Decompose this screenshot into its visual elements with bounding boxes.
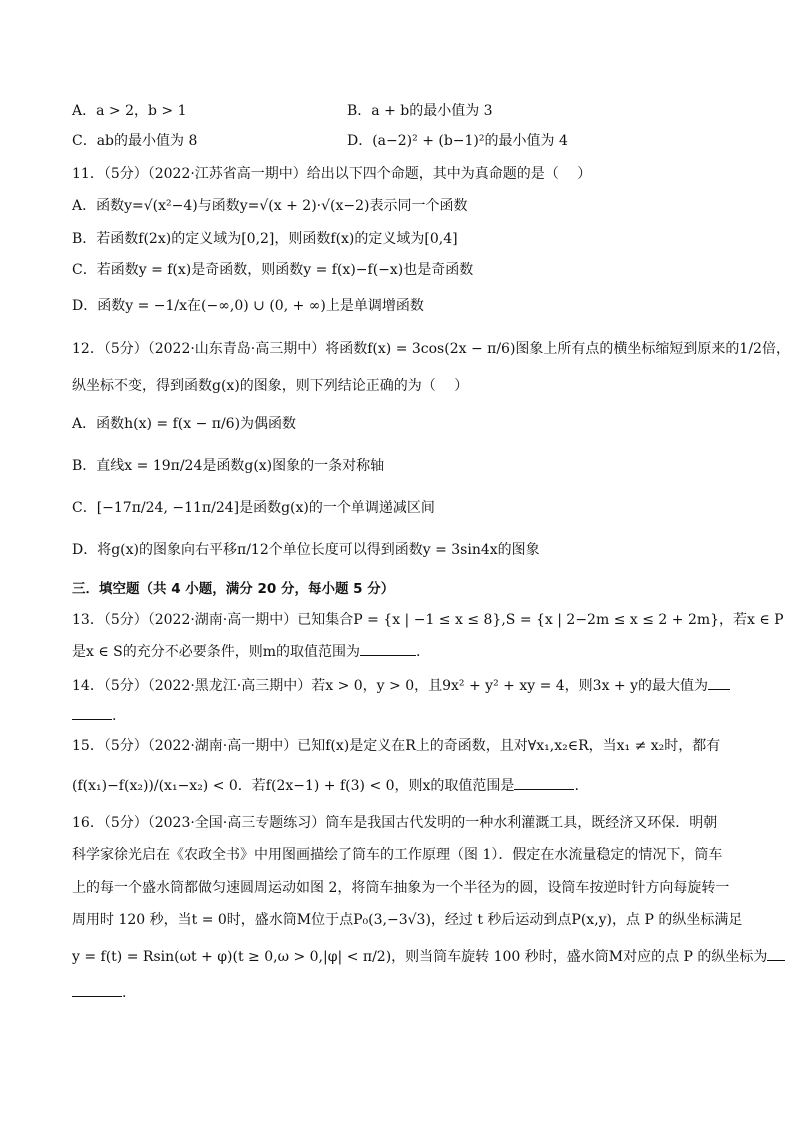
q16-line1: 16．（5分）（2023·全国·高三专题练习）筒车是我国古代发明的一种水利灌溉工具，既经济又环保．明朝 <box>72 815 718 831</box>
q12-option-b: B．直线x = 19π/24是函数g(x)图象的一条对称轴 <box>72 458 385 474</box>
q16-line4: 周用时 120 秒，当t = 0时，盛水筒M位于点P₀(3,−3√3)，经过 t 秒后运动到点P(x,y)，点 P 的纵坐标满足 <box>72 912 743 928</box>
q14-line1-text: 14．（5分）（2022·黑龙江·高三期中）若x > 0，y > 0，且9x² + y² + xy = 4，则3x + y的最大值为 <box>72 678 709 694</box>
q10-option-b: B．a + b的最小值为 3 <box>347 103 493 119</box>
q12-option-d: D．将g(x)的图象向右平移π/12个单位长度可以得到函数y = 3sin4x的图象 <box>72 542 540 558</box>
q11-stem: 11．（5分）（2022·江苏省高一期中）给出以下四个命题，其中为真命题的是（ ） <box>72 166 592 182</box>
q13-line2 <box>72 641 420 662</box>
q12-option-a: A．函数h(x) = f(x − π/6)为偶函数 <box>72 416 297 432</box>
q16-line2: 科学家徐光启在《农政全书》中用图画描绘了筒车的工作原理（图 1）．假定在水流量稳定的情况下，筒车 <box>72 847 723 863</box>
answer-blank[interactable] <box>708 675 730 690</box>
q12-stem-line2: 纵坐标不变，得到函数g(x)的图象，则下列结论正确的为（ ） <box>72 378 469 394</box>
q10-option-a: A．a > 2，b > 1 <box>72 103 187 119</box>
q15-end-mark: . <box>574 778 579 794</box>
answer-blank[interactable] <box>360 641 416 656</box>
q15-line2-text: (f(x₁)−f(x₂))/(x₁−x₂) < 0．若f(2x−1) + f(3) < 0，则x的取值范围是 <box>72 778 515 794</box>
q15-line2 <box>72 775 579 796</box>
q16-line5 <box>72 946 785 967</box>
section-heading-fill-in: 三．填空题（共 4 小题，满分 20 分，每小题 5 分） <box>72 581 395 597</box>
q12-stem-line1: 12．（5分）（2022·山东青岛·高三期中）将函数f(x) = 3cos(2x − π/6)图象上所有点的横坐标缩短到原来的1/2倍， <box>72 341 790 357</box>
answer-blank[interactable] <box>514 775 574 790</box>
q14-line1 <box>72 675 730 696</box>
q16-line6 <box>72 982 126 1003</box>
q11-option-b: B．若函数f(2x)的定义域为[0,2]，则函数f(x)的定义域为[0,4] <box>72 231 458 247</box>
q11-option-a: A．函数y=√(x²−4)与函数y=√(x + 2)·√(x−2)表示同一个函数 <box>72 198 468 214</box>
answer-blank-continued[interactable] <box>72 982 122 997</box>
q16-line3: 上的每一个盛水筒都做匀速圆周运动如图 2，将筒车抽象为一个半径为的圆，设筒车按逆时针方向每旋转一 <box>72 880 730 896</box>
answer-blank[interactable] <box>767 946 785 961</box>
q11-option-d: D．函数y = −1/x在(−∞,0) ∪ (0, + ∞)上是单调增函数 <box>72 298 424 314</box>
q14-end-mark: . <box>112 708 117 724</box>
q13-line1: 13．（5分）（2022·湖南·高一期中）已知集合P = {x | −1 ≤ x ≤ 8},S = {x | 2−2m ≤ x ≤ 2 + 2m}，若x ∈ P <box>72 612 784 628</box>
q12-option-c: C．[−17π/24, −11π/24]是函数g(x)的一个单调递减区间 <box>72 500 435 516</box>
q13-line2-text: 是x ∈ S的充分不必要条件，则m的取值范围为 <box>72 644 361 660</box>
q14-line2 <box>72 705 116 726</box>
q16-line5-text: y = f(t) = Rsin(ωt + φ)(t ≥ 0,ω > 0,|φ| < π/2)，则当筒车旋转 100 秒时，盛水筒M对应的点 P 的纵坐标为 <box>72 949 768 965</box>
q16-end-mark: . <box>122 985 127 1001</box>
answer-blank-continued[interactable] <box>72 705 112 720</box>
q10-option-d: D．(a−2)² + (b−1)²的最小值为 4 <box>347 133 568 149</box>
q15-line1: 15．（5分）（2022·湖南·高一期中）已知f(x)是定义在R上的奇函数，且对∀x₁,x₂∈R，当x₁ ≠ x₂时，都有 <box>72 738 721 754</box>
q13-end-mark: . <box>416 644 421 660</box>
q10-option-c: C．ab的最小值为 8 <box>72 133 198 149</box>
q11-option-c: C．若函数y = f(x)是奇函数，则函数y = f(x)−f(−x)也是奇函数 <box>72 262 474 278</box>
